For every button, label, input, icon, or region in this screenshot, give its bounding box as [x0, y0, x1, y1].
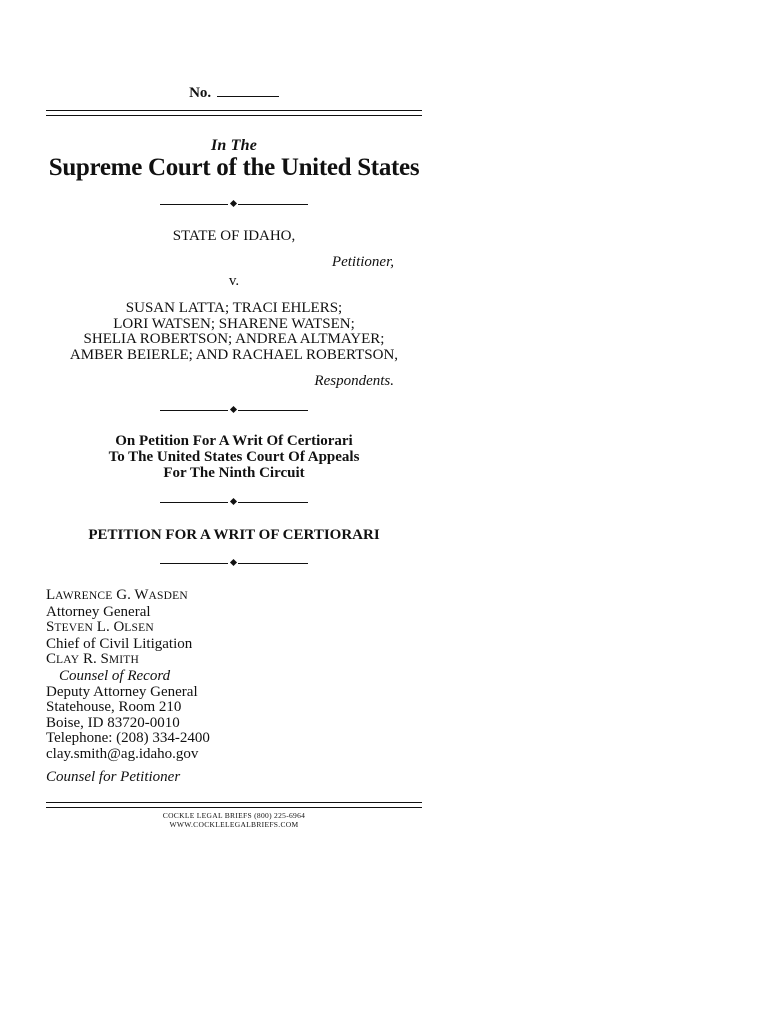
counsel-of-record-label: Counsel of Record — [59, 667, 171, 684]
counsel-name-olsen: STEVEN L. OLSEN — [46, 619, 154, 636]
docket-blank-line — [217, 95, 279, 97]
section-divider — [160, 405, 308, 417]
counsel-title: Attorney General — [46, 603, 151, 620]
docket-number — [46, 85, 422, 102]
printer-credit — [46, 811, 422, 829]
diamond-ornament-icon — [230, 406, 237, 413]
section-divider — [160, 199, 308, 211]
writ-heading-line: For The Ninth Circuit — [163, 465, 305, 481]
docket-label: No. — [189, 85, 212, 101]
printer-name: COCKLE LEGAL BRIEFS (800) 225-6964 — [162, 811, 306, 820]
counsel-address: Boise, ID 83720-0010 — [46, 714, 180, 731]
section-divider — [160, 558, 308, 570]
counsel-name-smith: CLAY R. SMITH — [46, 651, 139, 668]
petitioner-name: STATE OF IDAHO, — [172, 228, 296, 244]
section-divider — [160, 497, 308, 509]
diamond-ornament-icon — [230, 559, 237, 566]
respondent-line: LORI WATSEN; SHARENE WATSEN; — [113, 315, 355, 332]
court-title: Supreme Court of the United States — [48, 154, 420, 181]
writ-heading-line: To The United States Court Of Appeals — [108, 449, 360, 465]
respondent-line: SUSAN LATTA; TRACI EHLERS; — [125, 300, 343, 316]
writ-heading-line: On Petition For A Writ Of Certiorari — [115, 433, 353, 449]
respondents-role: Respondents. — [314, 373, 394, 389]
counsel-title: Chief of Civil Litigation — [46, 635, 193, 652]
diamond-ornament-icon — [230, 200, 237, 207]
counsel-for-petitioner: Counsel for Petitioner — [46, 769, 181, 785]
top-double-rule — [46, 110, 422, 116]
counsel-block — [46, 588, 422, 763]
writ-heading — [46, 433, 422, 481]
versus-label: v. — [228, 273, 240, 289]
counsel-email: clay.smith@ag.idaho.gov — [46, 745, 199, 762]
counsel-name-wasden: LAWRENCE G. WASDEN — [46, 587, 188, 603]
diamond-ornament-icon — [230, 498, 237, 505]
printer-website: WWW.COCKLELEGALBRIEFS.COM — [169, 820, 299, 829]
bottom-double-rule — [46, 802, 422, 808]
counsel-telephone: Telephone: (208) 334-2400 — [46, 730, 210, 747]
document-title: PETITION FOR A WRIT OF CERTIORARI — [88, 527, 380, 543]
in-the-heading: In The — [210, 137, 258, 154]
respondent-names — [46, 301, 422, 363]
respondent-line: AMBER BEIERLE; AND RACHAEL ROBERTSON, — [69, 346, 399, 363]
counsel-title: Deputy Attorney General — [46, 683, 198, 700]
respondent-line: SHELIA ROBERTSON; ANDREA ALTMAYER; — [83, 331, 385, 347]
petitioner-role: Petitioner, — [331, 254, 394, 270]
counsel-address: Statehouse, Room 210 — [46, 699, 182, 716]
